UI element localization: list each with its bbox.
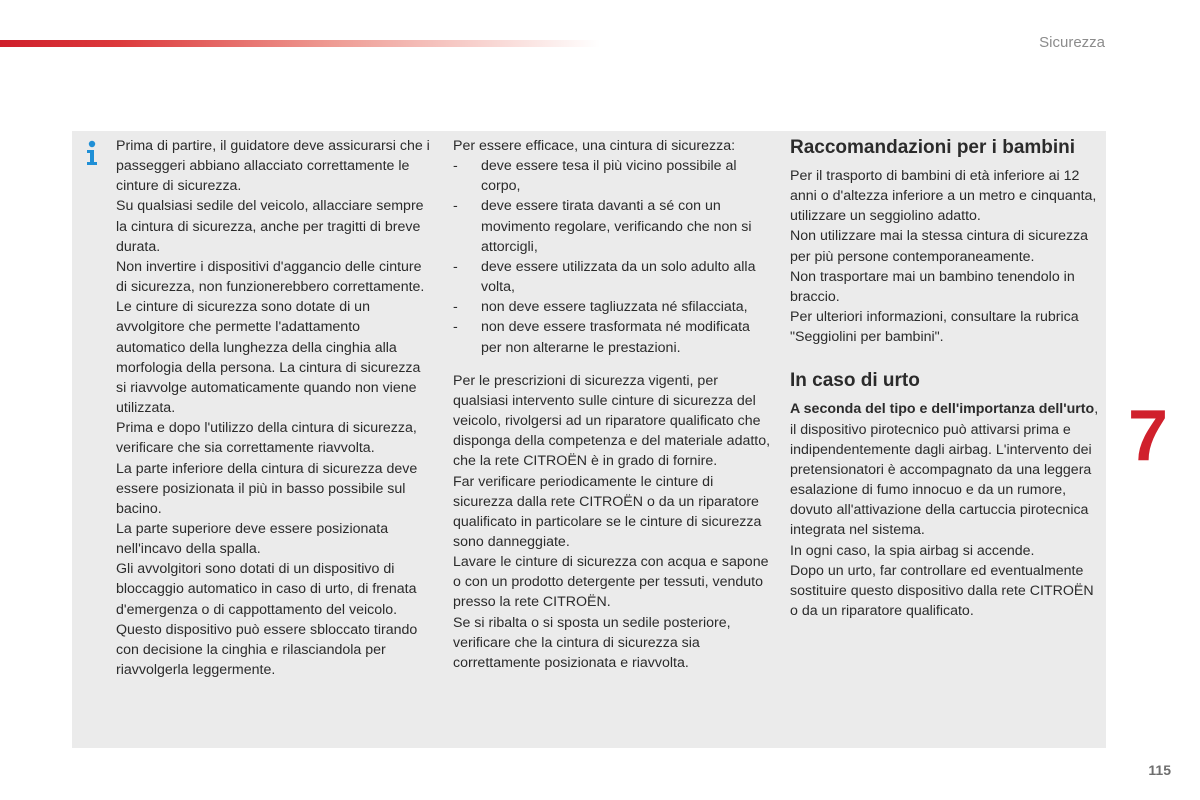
paragraph: Non utilizzare mai la stessa cintura di sicurezza per più persone contemporaneamente. [790, 228, 1089, 265]
paragraph: Per ulteriori informazioni, consultare la rubrica "Seggiolini per bambini". [790, 309, 1079, 346]
bullet-dash: - [453, 258, 458, 275]
bullet-dash: - [453, 319, 458, 336]
bullet-dash: - [453, 198, 458, 215]
requirements-list [453, 156, 771, 358]
list-item [453, 257, 771, 297]
paragraph: Per le prescrizioni di sicurezza vigenti, per qualsiasi intervento sulle cinture di sicurezza del veicolo, rivolgersi ad un riparatore qualificato che disponga della competenza e del materiale adatto, che la rete CITROËN è in grado di fornire. [453, 372, 771, 470]
paragraph: Non invertire i dispositivi d'aggancio delle cinture di sicurezza, non funzionerebbero correttamente. [116, 258, 425, 296]
header-accent-bar [0, 40, 600, 47]
paragraph: In ogni caso, la spia airbag si accende. [790, 542, 1035, 559]
list-item-text: deve essere utilizzata da un solo adulto alla volta, [481, 258, 756, 296]
paragraph: Gli avvolgitori sono dotati di un dispositivo di bloccaggio automatico in caso di urto, di frenata d'emergenza o di cappottamento del veicolo. Questo dispositivo può essere sbloccato tirando con decisione la cinghia e rilasciandola per riavvolgerla leggermente. [116, 561, 418, 679]
paragraph: Su qualsiasi sedile del veicolo, allacciare sempre la cintura di sicurezza, anche per tragitti di breve durata. [116, 198, 424, 255]
paragraph: Per il trasporto di bambini di età inferiore ai 12 anni o d'altezza inferiore a un metro e cinquanta, utilizzare un seggiolino adatto. [790, 168, 1097, 225]
bullet-dash: - [453, 158, 458, 175]
paragraph: Non trasportare mai un bambino tenendolo in braccio. [790, 268, 1075, 305]
column-3 [790, 136, 1102, 621]
column-2 [453, 136, 771, 673]
page-number: 115 [1148, 762, 1171, 778]
maintenance-block [453, 371, 771, 673]
list-item-text: deve essere tesa il più vicino possibile al corpo, [481, 158, 737, 195]
paragraph: Dopo un urto, far controllare ed eventualmente sostituire questo dispositivo dalla rete CITROËN o da un riparatore qualificato. [790, 562, 1094, 619]
paragraph: Prima e dopo l'utilizzo della cintura di sicurezza, verificare che sia correttamente riavvolta. [116, 420, 417, 457]
list-item [453, 297, 771, 317]
section-title: Sicurezza [1039, 34, 1105, 51]
paragraph: La parte inferiore della cintura di sicurezza deve essere posizionata il più in basso possibile sul bacino. [116, 460, 418, 517]
list-item-text: non deve essere tagliuzzata né sfilacciata, [481, 299, 748, 316]
bold-lead: A seconda del tipo e dell'importanza dell'urto [790, 401, 1095, 418]
paragraph: Far verificare periodicamente le cinture di sicurezza dalla rete CITROËN o da un riparatore qualificato in particolare se le cinture di sicurezza sono danneggiate. [453, 473, 762, 550]
heading-children: Raccomandazioni per i bambini [790, 137, 1076, 158]
paragraph: La parte superiore deve essere posizionata nell'incavo della spalla. [116, 520, 389, 558]
list-item-text: non deve essere trasformata né modificata per non alterarne le prestazioni. [481, 319, 750, 356]
column-1 [116, 136, 432, 680]
bullet-dash: - [453, 299, 458, 316]
list-item [453, 317, 771, 357]
paragraph [790, 399, 1102, 540]
list-item [453, 196, 771, 256]
chapter-number: 7 [1128, 396, 1169, 476]
paragraph: Se si ribalta o si sposta un sedile posteriore, verificare che la cintura di sicurezza sia correttamente posizionata e riavvolta. [453, 614, 731, 671]
list-item [453, 156, 771, 196]
heading-collision: In caso di urto [790, 370, 920, 392]
list-intro: Per essere efficace, una cintura di sicurezza: [453, 138, 736, 154]
lead-rest: , il dispositivo pirotecnico può attivarsi prima e indipendentemente dagli airbag. L'intervento dei pretensionatori è accompagnato da una leggera esalazione di fumo innocuo e da un rumore, dovuto all'attivazione della cartuccia pirotecnica integrata nel sistema. [790, 401, 1099, 539]
paragraph: Lavare le cinture di sicurezza con acqua e sapone o con un prodotto detergente per tessuti, venduto presso la rete CITROËN. [453, 554, 769, 611]
info-icon [85, 140, 99, 166]
list-item-text: deve essere tirata davanti a sé con un movimento regolare, verificando che non si attorcigli, [481, 198, 752, 255]
paragraph: Prima di partire, il guidatore deve assicurarsi che i passeggeri abbiano allacciato correttamente le cinture di sicurezza. [116, 138, 430, 195]
paragraph: Le cinture di sicurezza sono dotate di un avvolgitore che permette l'adattamento automatico della lunghezza della cinghia alla morfologia della persona. La cintura di sicurezza si riavvolge automaticamente quando non viene utilizzata. [116, 299, 421, 417]
